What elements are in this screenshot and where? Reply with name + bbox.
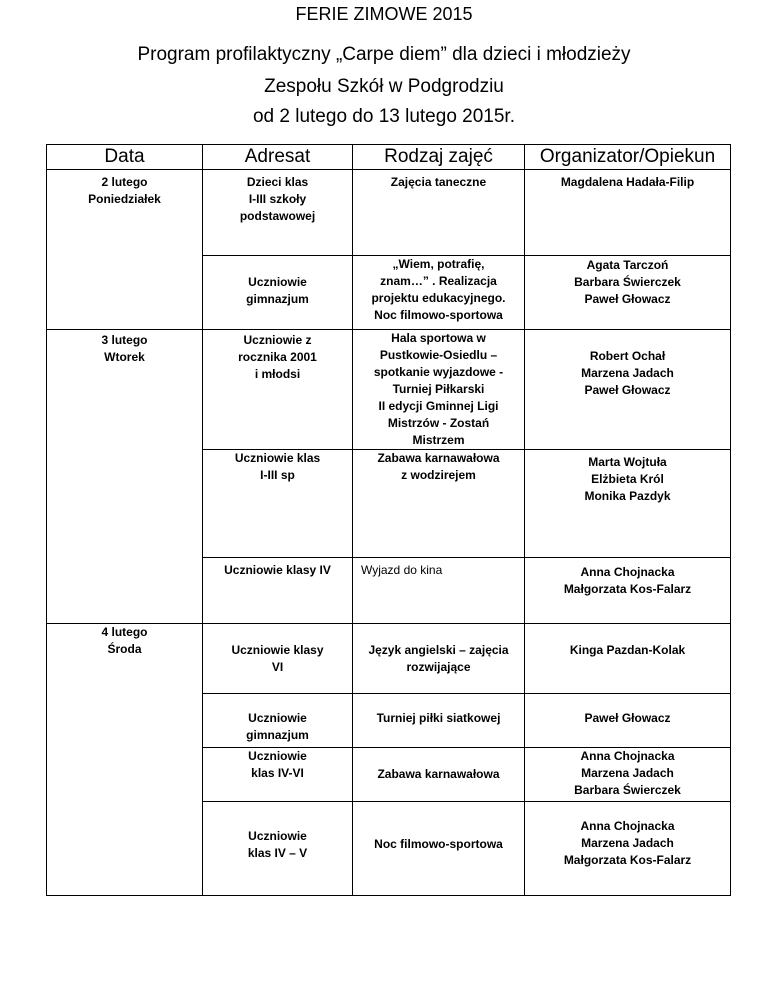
- adresat-cell: Uczniowie klasy VI: [203, 624, 353, 694]
- program-title-line1: Program profilaktyczny „Carpe diem” dla dzieci i młodzieży: [137, 44, 631, 65]
- rodzaj-cell: Hala sportowa w Pustkowie-Osiedlu – spotkanie wyjazdowe - Turniej Piłkarski II edycji Gminnej Ligi Mistrzów - Zostań Mistrzem: [353, 330, 525, 450]
- program-title-line2: Zespołu Szkół w Podgrodziu: [264, 76, 504, 97]
- opiekun-cell: Anna Chojnacka Marzena Jadach Małgorzata Kos-Falarz: [525, 802, 731, 896]
- header-rodzaj: Rodzaj zajęć: [353, 145, 525, 170]
- adresat-cell: Uczniowie gimnazjum: [203, 694, 353, 748]
- rodzaj-cell: Zabawa karnawałowa z wodzirejem: [353, 450, 525, 558]
- adresat-cell: Uczniowie z rocznika 2001 i młodsi: [203, 330, 353, 450]
- table-row: [47, 330, 731, 450]
- table-row: [47, 624, 731, 694]
- header-adresat: Adresat: [203, 145, 353, 170]
- opiekun-cell: Agata Tarczoń Barbara Świerczek Paweł Głowacz: [525, 256, 731, 330]
- adresat-cell: Dzieci klas I-III szkoły podstawowej: [203, 170, 353, 256]
- opiekun-cell: Paweł Głowacz: [525, 694, 731, 748]
- rodzaj-cell: „Wiem, potrafię, znam…” . Realizacja projektu edukacyjnego. Noc filmowo-sportowa: [353, 256, 525, 330]
- adresat-cell: Uczniowie gimnazjum: [203, 256, 353, 330]
- rodzaj-cell: Zabawa karnawałowa: [353, 748, 525, 802]
- adresat-cell: Uczniowie klas I-III sp: [203, 450, 353, 558]
- opiekun-cell: Anna Chojnacka Małgorzata Kos-Falarz: [525, 558, 731, 624]
- rodzaj-cell: Noc filmowo-sportowa: [353, 802, 525, 896]
- document-title: FERIE ZIMOWE 2015: [295, 4, 473, 24]
- adresat-cell: Uczniowie klasy IV: [203, 558, 353, 624]
- rodzaj-cell: Wyjazd do kina: [353, 558, 525, 624]
- rodzaj-cell: Zajęcia taneczne: [353, 170, 525, 256]
- adresat-cell: Uczniowie klas IV-VI: [203, 748, 353, 802]
- header-data: Data: [47, 145, 203, 170]
- opiekun-cell: Magdalena Hadała-Filip: [525, 170, 731, 256]
- rodzaj-cell: Język angielski – zajęcia rozwijające: [353, 624, 525, 694]
- program-date-range: od 2 lutego do 13 lutego 2015r.: [252, 106, 515, 127]
- adresat-cell: Uczniowie klas IV – V: [203, 802, 353, 896]
- day-cell: 4 lutego Środa: [47, 624, 203, 896]
- table-row: [47, 170, 731, 256]
- opiekun-cell: Marta Wojtuła Elżbieta Król Monika Pazdyk: [525, 450, 731, 558]
- rodzaj-cell: Turniej piłki siatkowej: [353, 694, 525, 748]
- opiekun-cell: Kinga Pazdan-Kolak: [525, 624, 731, 694]
- opiekun-cell: Robert Ochał Marzena Jadach Paweł Głowacz: [525, 330, 731, 450]
- day-cell: 2 lutego Poniedziałek: [47, 170, 203, 330]
- header-organizator: Organizator/Opiekun: [525, 145, 731, 170]
- schedule-table: [46, 144, 731, 896]
- table-header-row: [47, 145, 731, 170]
- day-cell: 3 lutego Wtorek: [47, 330, 203, 624]
- opiekun-cell: Anna Chojnacka Marzena Jadach Barbara Świerczek: [525, 748, 731, 802]
